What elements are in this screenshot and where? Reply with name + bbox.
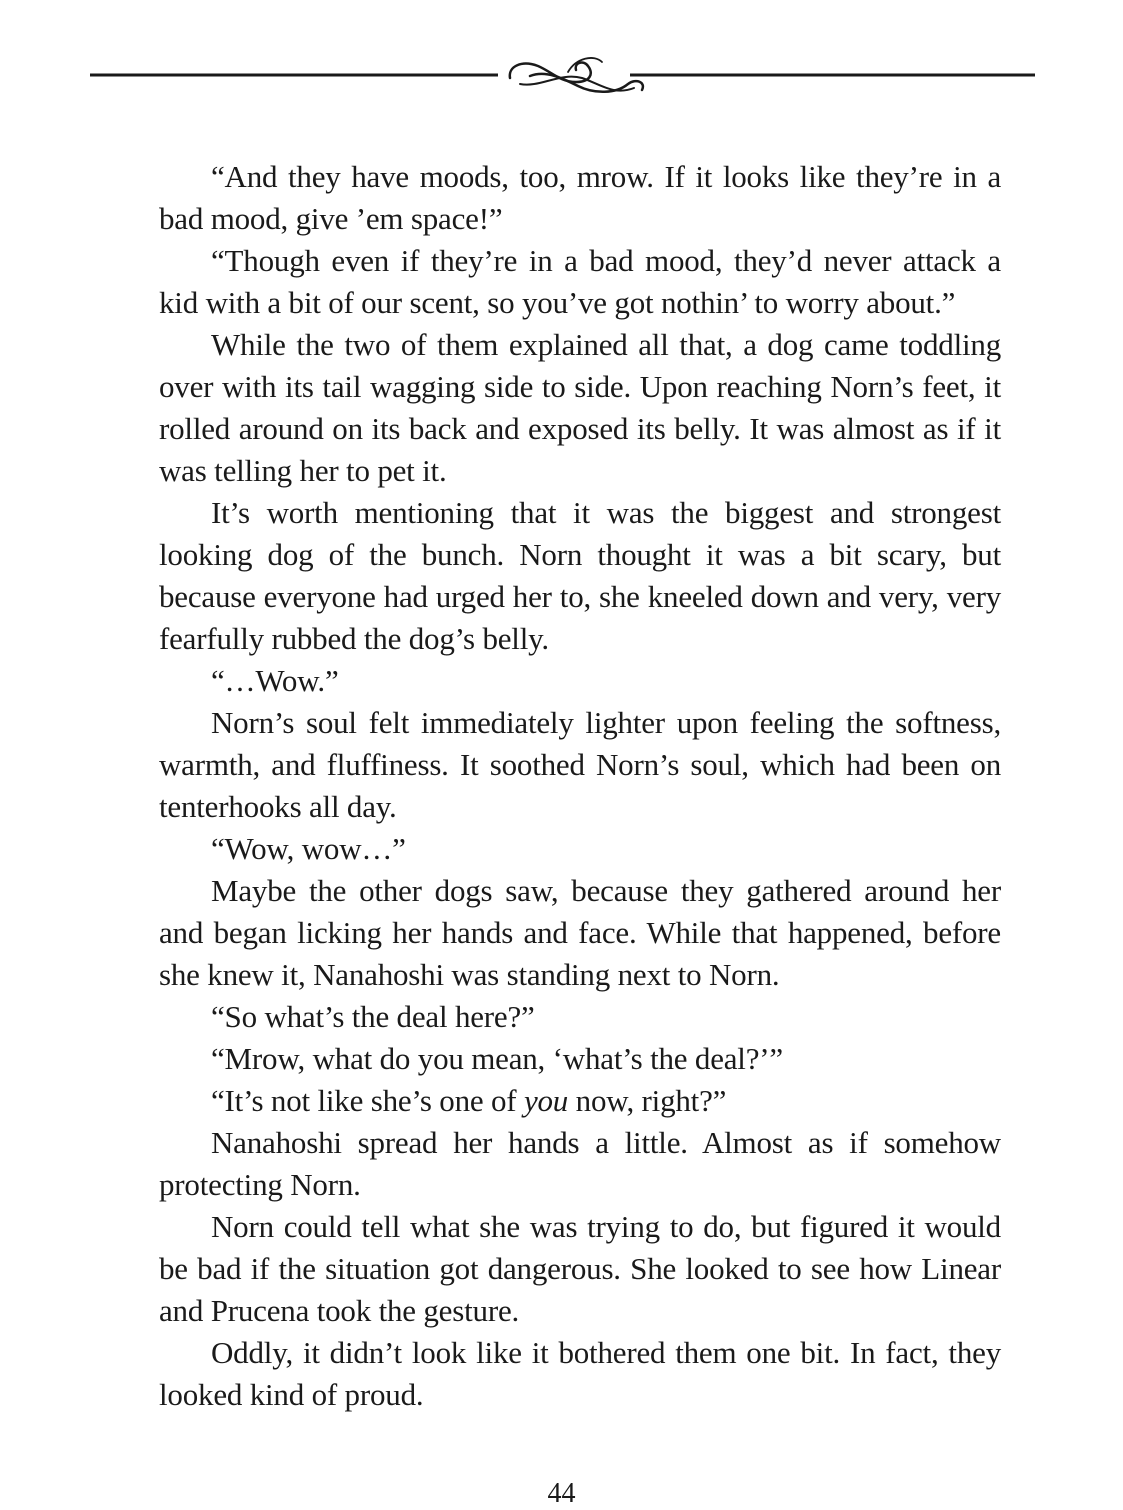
- header-ornament: [90, 48, 1035, 108]
- paragraph: “…Wow.”: [211, 663, 339, 698]
- paragraph: Nanahoshi spread her hands a little. Almost as if somehow protecting Norn.: [159, 1125, 1001, 1202]
- paragraph: “And they have moods, too, mrow. If it looks like they’re in a bad mood, give ’em space!”: [159, 159, 1001, 236]
- paragraph: “Though even if they’re in a bad mood, they’d never attack a kid with a bit of our scent, so you’ve got nothin’ to worry about.”: [159, 243, 1001, 320]
- paragraph: Oddly, it didn’t look like it bothered them one bit. In fact, they looked kind of proud.: [159, 1335, 1001, 1412]
- page-number: 44: [547, 1478, 576, 1509]
- italic-emphasis: you: [523, 1083, 569, 1118]
- text-run: now, right?”: [568, 1083, 727, 1118]
- paragraph: Norn could tell what she was trying to do, but figured it would be bad if the situation got dangerous. She looked to see how Linear and Prucena took the gesture.: [159, 1209, 1001, 1328]
- paragraph: “Mrow, what do you mean, ‘what’s the deal?’”: [211, 1041, 783, 1076]
- paragraph: “Wow, wow…”: [211, 831, 406, 866]
- paragraph: It’s worth mentioning that it was the biggest and strongest looking dog of the bunch. Norn thought it was a bit scary, but because everyone had urged her to, she kneeled down and very, very fearfully rubbed the dog’s belly.: [159, 495, 1001, 656]
- paragraph: “So what’s the deal here?”: [211, 999, 535, 1034]
- paragraph: Norn’s soul felt immediately lighter upon feeling the softness, warmth, and fluffiness. It soothed Norn’s soul, which had been on tenterhooks all day.: [159, 705, 1001, 824]
- paragraph: Maybe the other dogs saw, because they gathered around her and began licking her hands and face. While that happened, before she knew it, Nanahoshi was standing next to Norn.: [159, 873, 1001, 992]
- text-run: “It’s not like she’s one of: [211, 1083, 524, 1118]
- page-body: [159, 156, 1001, 1416]
- paragraph-with-italic: [159, 1080, 1001, 1122]
- scroll-flourish-icon: [510, 58, 643, 92]
- paragraph: While the two of them explained all that, a dog came toddling over with its tail wagging side to side. Upon reaching Norn’s feet, it rolled around on its back and exposed its belly. It was almost as if it was telling her to pet it.: [159, 327, 1001, 488]
